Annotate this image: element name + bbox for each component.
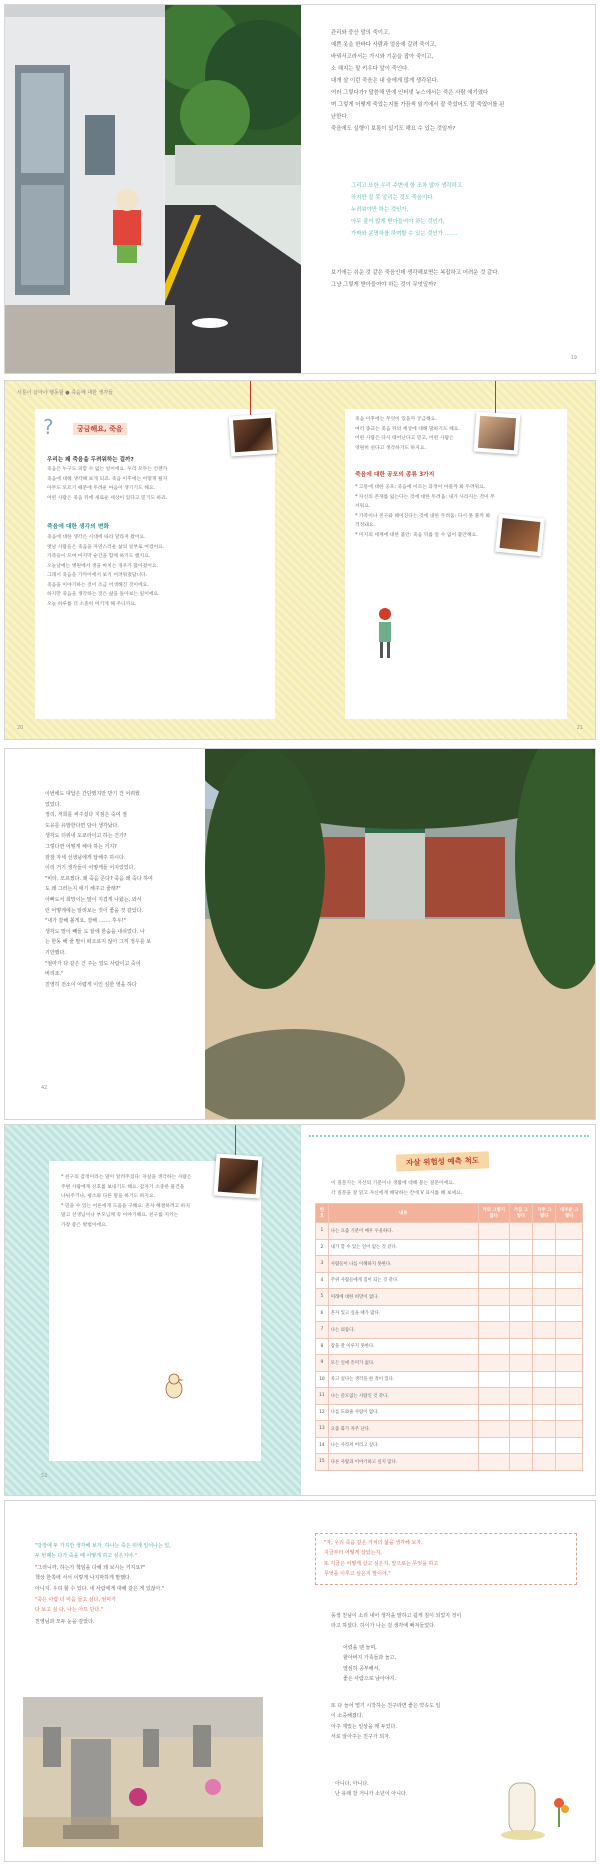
text-line: 생각도 말이 빼들 도 끝에 한숨을 내쉬었다. 나 [45,928,145,935]
text-line: 아빠도서 희망이는 말이 지겹게 나왔는, 와서 [45,896,142,903]
checkbox-cell[interactable] [556,1223,583,1240]
text-line: 어떤 사람은 죽음 뒤에 새로운 세상이 있다고 믿기도 하죠. [47,495,168,501]
checkbox-cell[interactable] [509,1223,532,1240]
table-cell: 2 [316,1239,329,1256]
text-line: 서로 알아주는 친구가 되자. [331,1734,391,1741]
quote-line: 하지만 잘 못 알리는 것도 죽음이다. [351,195,435,201]
checkbox-cell[interactable] [533,1305,556,1322]
street-alley-photo [5,5,301,373]
bullet-line: * 고통에 대한 공포: 죽음에 이르는 과정이 아플까 봐 두려워요. [355,485,486,490]
text-line: 며 그렇게 어떻게 죽었는지를 가끔씩 읽기에서 잘 죽었어도 잘 죽었어를 된 [331,102,505,108]
text-line: 하지만 죽음을 생각하는 것은 삶을 돌아보는 일이에요. [47,592,160,597]
table-cell: 사람들이 나를 이해하지 못한다. [328,1256,478,1273]
text-line: 버리죠." [45,971,64,978]
text-line: 죽음을 이야기하는 것이 조금 어색해진 것이에요. [47,582,149,588]
table-row [316,1239,583,1256]
text-line: 오늘 하루를 더 소중히 여기게 해 주니까요. [47,601,137,607]
text-line: 보기에는 쉬운 것 같은 죽음인데 생각해보면는 복잡하고 어려운 것 같다. [331,270,500,276]
poem-line: 어렸을 땐 놀며, [343,1645,377,1651]
table-cell: 11 [316,1388,329,1405]
table-cell: 내가 할 수 있는 일이 없는 것 같다. [328,1239,478,1256]
checkbox-cell[interactable] [556,1355,583,1372]
checkbox-cell[interactable] [509,1404,532,1421]
schoolyard-photo [205,749,596,1119]
text-line: 관리와 중산 말의 죽이고, [331,30,390,36]
text-line: 그렇다면 어떻게 해야 하는 거지? [45,843,117,850]
closing-line: 친영님과 모두 눈을 감았다. [35,1619,95,1625]
right-body [331,1611,581,1632]
text-line: 아주 재밌는 일상을 깨 두었다. [331,1723,397,1730]
table-cell: 15 [316,1454,329,1471]
text-line: 아니다, 아니다. [335,1781,369,1787]
running-header: 서툰이 살아야 행동할 ● 죽음에 대한 생각들 [17,390,114,396]
checkbox-cell[interactable] [509,1454,532,1471]
text-line: 가족들이 모여 마지막 순간을 함께 하기도 했지요. [47,554,151,559]
checkbox-cell[interactable] [478,1454,509,1471]
text-line: 런 어떻게에는 알려보는 것이 좋을 것 같았다. [45,907,144,914]
polaroid-photo [214,1153,263,1198]
book-spread-2 [4,380,596,740]
question-mark-icon: ? [43,415,54,439]
checkbox-cell[interactable] [533,1404,556,1421]
text-line: 죽음은 누구도 피할 수 없는 일이에요. 우리 모두는 언젠가 [47,467,168,472]
right-page-table [301,1125,596,1495]
body-paragraph-2 [47,533,267,609]
tail-lines [331,1701,581,1743]
checkbox-cell[interactable] [478,1437,509,1454]
text-line: 죽음에 대한 생각은 시대에 따라 달라져 왔어요. [47,535,146,540]
dialogue-lines [35,1563,285,1594]
text-line: 책상 한쪽에 서서 이렇게 나지막하게 말했다. [35,1575,132,1582]
text-line: 난 유래 잘 거니가 소년이 아니다. [335,1791,408,1798]
checkbox-cell[interactable] [533,1355,556,1372]
book-spread-1 [4,4,596,374]
chick-illustration [159,1371,189,1401]
text-line: 두 번째는 다가 죽을 때 어떻게 하고 싶은지야." [35,1553,137,1560]
table-cell: 나는 요즘 기분이 매우 우울하다. [328,1223,478,1240]
checkbox-cell[interactable] [556,1421,583,1438]
text-line: 정리, 저희를 써주셨다 지점은 죽여 점 [45,812,127,819]
table-cell: 나는 쓸모없는 사람인 것 같다. [328,1388,478,1405]
book-spread-3 [4,748,596,1120]
checkbox-cell[interactable] [509,1355,532,1372]
text-line: 동생 친님이 소리 내어 생각을 말하고 쉽게 짐이 되었지 것이 [331,1613,462,1619]
right-note-card [345,409,567,719]
checkbox-cell[interactable] [556,1272,583,1289]
table-cell: 5 [316,1289,329,1306]
checkbox-cell[interactable] [556,1256,583,1273]
text-line: 기만했다. [45,949,66,956]
checkbox-cell[interactable] [556,1322,583,1339]
table-cell: 혼자 있고 싶을 때가 많다. [328,1305,478,1322]
table-header [316,1204,583,1223]
polaroid-photo-2 [474,412,521,455]
right-page-text [301,5,596,373]
quote-line: 누려워야만 하는 것인가, [351,207,409,213]
checkbox-cell[interactable] [509,1239,532,1256]
bullet-line: 나눠주거나, 평소와 다른 말을 하기도 하지요. [61,1194,156,1199]
table-row [316,1305,583,1322]
checkbox-cell[interactable] [478,1355,509,1372]
left-page-text [5,749,205,1119]
table-cell: 요즘 화가 자주 난다. [328,1421,478,1438]
bullet-line: * 미지의 세계에 대한 불안: 죽음 뒤를 알 수 없어 불안해요. [355,532,478,538]
poem-lines [343,1643,563,1685]
table-row [316,1421,583,1438]
table-row [316,1322,583,1339]
left-page [5,1125,301,1495]
text-line: "죽은 사람 더 마음 들고 싶다, 엄마가 [35,1597,117,1603]
text-line: 여러 그렇다가? 말씀해 만에 인터넷 뉴스에서는 죽은 사람 얘기였다 [331,90,489,96]
checkbox-cell[interactable] [509,1437,532,1454]
table-header-cell: 가끔 그렇다 [509,1204,532,1223]
right-page-photo [205,749,596,1119]
table-row [316,1223,583,1240]
checkbox-cell[interactable] [478,1404,509,1421]
girl-umbrella-illustration [365,606,405,666]
checkbox-cell[interactable] [509,1338,532,1355]
checkbox-cell[interactable] [509,1421,532,1438]
text-line: "엄마가 다 같은 건 주는 얼도 사람이고 죽어 [45,960,141,967]
table-header-cell: 내용 [328,1204,478,1223]
checkbox-cell[interactable] [478,1305,509,1322]
quote-line: 또 지금은 어떻게 살고 싶은지, 앞으로는 무엇을 하고 [324,1560,439,1567]
checkbox-cell[interactable] [478,1322,509,1339]
table-cell: 12 [316,1404,329,1421]
checkbox-cell[interactable] [533,1289,556,1306]
table-row [316,1404,583,1421]
subheading-fear-types: 죽음에 대한 공포의 종류 3가지 [355,472,435,478]
hanging-string [235,1125,236,1155]
highlighted-quote [351,180,581,240]
text-line: 또 다 늘어 떨기 시작하는 친구라면 좋은 약속도 일 [331,1703,441,1709]
checkbox-cell[interactable] [533,1437,556,1454]
bullet-line: 말고 선생님이나 부모님께 꼭 이야기해요. 친구를 지키는 [61,1213,179,1218]
table-cell: 다른 사람과 이야기하고 싶지 않다. [328,1454,478,1471]
checkbox-cell[interactable] [533,1223,556,1240]
table-header-cell: 대부분 그렇다 [556,1204,583,1223]
quote-line: 그리고 또한 우리 주변에 항 조차 않아 생각하고 [351,183,462,189]
page-number: 19 [570,355,577,361]
table-cell: 주위 사람들에게 짐이 되는 것 같다. [328,1272,478,1289]
table-cell: 6 [316,1305,329,1322]
text-line: 영원히 쉰다고 생각하기도 하지요. [355,445,426,451]
quote-line: 무엇을 이루고 싶은지 말이야." [324,1571,391,1578]
checkbox-cell[interactable] [556,1239,583,1256]
checkbox-cell[interactable] [509,1322,532,1339]
text-line: 다 보고 싶 다, 나는 아프 단다." [35,1607,104,1614]
page-number-left: 20 [17,725,24,731]
checkbox-cell[interactable] [533,1338,556,1355]
quote-line: 아무 줄이 많게 받아들여야 하는 것인가, [351,219,445,225]
text-line: 죽음에도 실행이 보통이 있기도 해요 수 있는 것일까? [331,126,456,132]
table-header-cell: 번호 [316,1204,329,1223]
checkbox-cell[interactable] [478,1272,509,1289]
text-line: 그냥 그렇게 받아들여야 하는 것이 무엇일까? [331,282,437,288]
quote-line: 지금부터 어떻게 살았는지, [324,1550,382,1557]
table-row [316,1454,583,1471]
poem-line: 열심히 공부해서, [343,1665,380,1672]
text-line: 이리 거기 생각들이 어떻게들 어지었었다. [45,865,136,872]
text-line: 죽음 이후에는 무엇이 있을까 궁금해요. [355,417,437,422]
checkbox-cell[interactable] [509,1388,532,1405]
table-cell: 14 [316,1437,329,1454]
text-line: 라고 하셨다. 하이가 나는 걸 생각에 빠져들었다. [331,1623,436,1630]
quote-box [315,1533,577,1585]
bullet-line: * 자신의 존재를 잃는다는 것에 대한 두려움: 내가 사라지는 것이 무서워요. [355,494,495,509]
table-row [316,1272,583,1289]
checkbox-cell[interactable] [533,1256,556,1273]
table-cell: 13 [316,1421,329,1438]
page-number-left: 52 [41,1473,48,1479]
checkbox-cell[interactable] [533,1239,556,1256]
text-line: 옛날 사람들은 죽음을 자연스러운 삶의 일부로 여겼어요. [47,544,165,550]
checkbox-cell[interactable] [556,1371,583,1388]
narrative-lines [331,27,581,135]
checkbox-cell[interactable] [556,1289,583,1306]
text-line: 죽음에 대해 생각해 보게 되죠. 죽음 이후에는 어떻게 될지 [47,476,168,482]
story-lines [45,789,205,990]
table-row [316,1338,583,1355]
book-spread-4 [4,1124,596,1496]
checkbox-cell[interactable] [478,1256,509,1273]
body-paragraph-1 [47,465,267,503]
text-line: 대개 살 이런 죽음은 내 숨에게 많게 생각된다. [331,78,439,84]
checkbox-cell[interactable] [509,1371,532,1388]
text-line: 여러 종교는 죽음 뒤의 세상에 대해 말하기도 해요. [355,426,460,432]
polaroid-photo-3 [495,514,545,557]
checkbox-cell[interactable] [509,1272,532,1289]
table-cell: 나는 외롭다. [328,1322,478,1339]
table-row [316,1256,583,1273]
text-line: "그러니까, 하는가 책임을 다해 돼 보시는 거지요?" [35,1565,146,1571]
table-cell: 죽고 싶다는 생각을 한 적이 있다. [328,1371,478,1388]
text-line: 오늘날에는 병원에서 생을 마치는 경우가 많아졌어요. [47,563,159,569]
text-line: 이번에도 대답은 간단했지만 받기 건 어려웠 [45,791,140,797]
text-line: 친영히 전소이 어렵게 이인 심한 영을 하다 [45,981,137,988]
table-cell: 나는 사라져 버리고 싶다. [328,1437,478,1454]
checkbox-cell[interactable] [478,1371,509,1388]
dotted-border [309,1135,589,1137]
checkbox-cell[interactable] [478,1289,509,1306]
checkbox-cell[interactable] [556,1437,583,1454]
table-cell: 3 [316,1256,329,1273]
checkbox-cell[interactable] [556,1338,583,1355]
quote-line: 가짜와 분명하를 하며할 수 있는 것인가 ……. [351,231,458,237]
text-line: 아니지. 우리 할 수 있다. 네 사람에게 대해 같은 게 있잖아." [35,1585,165,1592]
table-row [316,1437,583,1454]
checkbox-cell[interactable] [509,1256,532,1273]
table-cell: 4 [316,1272,329,1289]
gravestone-illustration [499,1763,579,1843]
question-heading: 우리는 왜 죽음을 두려워하는 걸까? [47,457,134,463]
risk-scale-table [315,1203,583,1471]
text-line: "당장에 두 가지만 생각해 보자. 하나는 죽은 뒤에 일어나는 일, [35,1543,171,1549]
quote-line: "자, 우리 죽음 같은 가치의 삶을 생각해 보자. [324,1540,423,1546]
checkbox-cell[interactable] [556,1388,583,1405]
text-line: "비타, 모르겠다. 왜 죽음 준다? 죽음 왜 죽다 하여 [45,875,153,882]
table-header-cell: 자주 그렇다 [533,1204,556,1223]
fear-bullets [355,483,495,540]
table-cell: 나를 도와줄 사람이 없다. [328,1404,478,1421]
teal-dialogue [35,1541,285,1562]
checkbox-cell[interactable] [533,1454,556,1471]
poem-line: 할아버지 가족들과 놀고, [343,1655,397,1662]
text-line: 어떤 사람은 다시 태어난다고 믿고, 어떤 사람은 [355,436,454,441]
checkbox-cell[interactable] [509,1289,532,1306]
table-row [316,1388,583,1405]
table-cell: 10 [316,1371,329,1388]
table-cell: 모든 일에 흥미가 없다. [328,1355,478,1372]
text-line: 그래서 죽음을 가까이에서 보기 어려워졌답니다. [47,573,148,578]
table-cell: 1 [316,1223,329,1240]
bullet-line: * 가족이나 친구와 헤어진다는 것에 대한 두려움: 다시 못 볼까 봐 걱정돼요. [355,513,491,528]
checkbox-cell[interactable] [533,1371,556,1388]
red-dialogue [35,1595,285,1616]
bullet-line: 주변 사람에게 신호를 보내기도 해요. 갑자기 소중한 물건을 [61,1184,185,1190]
left-page [5,1501,301,1861]
page-number-right: 21 [576,725,583,731]
checkbox-cell[interactable] [478,1223,509,1240]
bullet-line: * 믿을 수 있는 어른에게 도움을 구해요: 혼자 해결하려고 하지 [61,1203,190,1209]
table-intro [331,1179,581,1198]
left-page-photo [5,5,301,373]
cemetery-photo [23,1697,263,1847]
text-line: 바꿔서고라서는 가시와 기운을 잡아 죽이고, [331,54,434,60]
text-line: 도유를 유발한다면 담아 생각났다. [45,822,119,829]
checkbox-cell[interactable] [556,1305,583,1322]
table-cell: 8 [316,1338,329,1355]
text-line: 생각도 더위네 도쿄라이고 하는 건가? [45,833,127,840]
section-title: 궁금해요, 죽음 [73,423,127,435]
text-line: 는 한동 해 줄 말이 떠오르지 않아 그저 정우를 보 [45,939,152,946]
table-cell: 9 [316,1355,329,1372]
checkbox-cell[interactable] [556,1404,583,1421]
table-row [316,1355,583,1372]
bullet-line: * 친구의 감정이라는 말이 알려주셨다: 자살을 생각하는 사람은 [61,1175,192,1180]
left-note-card [49,1161,261,1461]
sign-lines [335,1779,485,1800]
text-line: 예쁜 옷을 한바다 사람과 얼음에 갈려 죽이고, [331,42,437,48]
polaroid-photo-1 [229,413,278,456]
text-line: 잠잠 자세 선생님에게 답해주 하시다. [45,854,126,861]
text-line: 이 질문지는 자신의 기분이나 생활에 대해 묻는 질문이에요. [331,1181,455,1186]
poem-line: 좋은 사람으로 남아야지. [343,1676,397,1683]
closing-lines [331,267,586,291]
table-row [316,1289,583,1306]
text-line: "내가 잘해 볼게요, 잘해 ……. 후우!" [45,918,126,925]
book-spread-5 [4,1500,596,1862]
checkbox-cell[interactable] [556,1454,583,1471]
table-cell: 7 [316,1322,329,1339]
checkbox-cell[interactable] [478,1239,509,1256]
text-line: 었었다. [45,801,62,808]
subheading-change: 죽음에 대한 생각의 변화 [47,524,110,530]
checkbox-cell[interactable] [478,1338,509,1355]
checkbox-cell[interactable] [478,1421,509,1438]
text-line: 각 질문을 잘 읽고 자신에게 해당하는 칸에 V 표시를 해 보세요. [331,1190,463,1196]
hanging-string-2 [495,381,496,413]
checkbox-cell[interactable] [533,1322,556,1339]
bullet-line: 가장 좋은 방법이에요. [61,1222,108,1228]
text-line: 이 소중해졌다. [331,1713,364,1720]
page-number: 42 [41,1085,48,1091]
checkbox-cell[interactable] [478,1388,509,1405]
hanging-string [250,381,251,415]
table-cell: 잠을 잘 이루지 못한다. [328,1338,478,1355]
table-cell: 미래에 대한 희망이 없다. [328,1289,478,1306]
checkbox-cell[interactable] [533,1421,556,1438]
table-header-cell: 거의 그렇지 않다 [478,1204,509,1223]
checkbox-cell[interactable] [533,1388,556,1405]
table-row [316,1371,583,1388]
checkbox-cell[interactable] [509,1305,532,1322]
table-title: 자살 위험성 예측 척도 [396,1151,490,1171]
right-page [301,1501,596,1861]
text-line: 아무도 모르기 때문에 두려운 마음이 생기기도 해요. [47,486,155,491]
text-line: 난한다. [331,114,349,120]
text-line: 소 해지는 말 키우다 앞이 죽인다. [331,66,409,72]
text-line: 도 왜 그러는지 애기 해주고 줄래?" [45,886,121,893]
checkbox-cell[interactable] [533,1272,556,1289]
